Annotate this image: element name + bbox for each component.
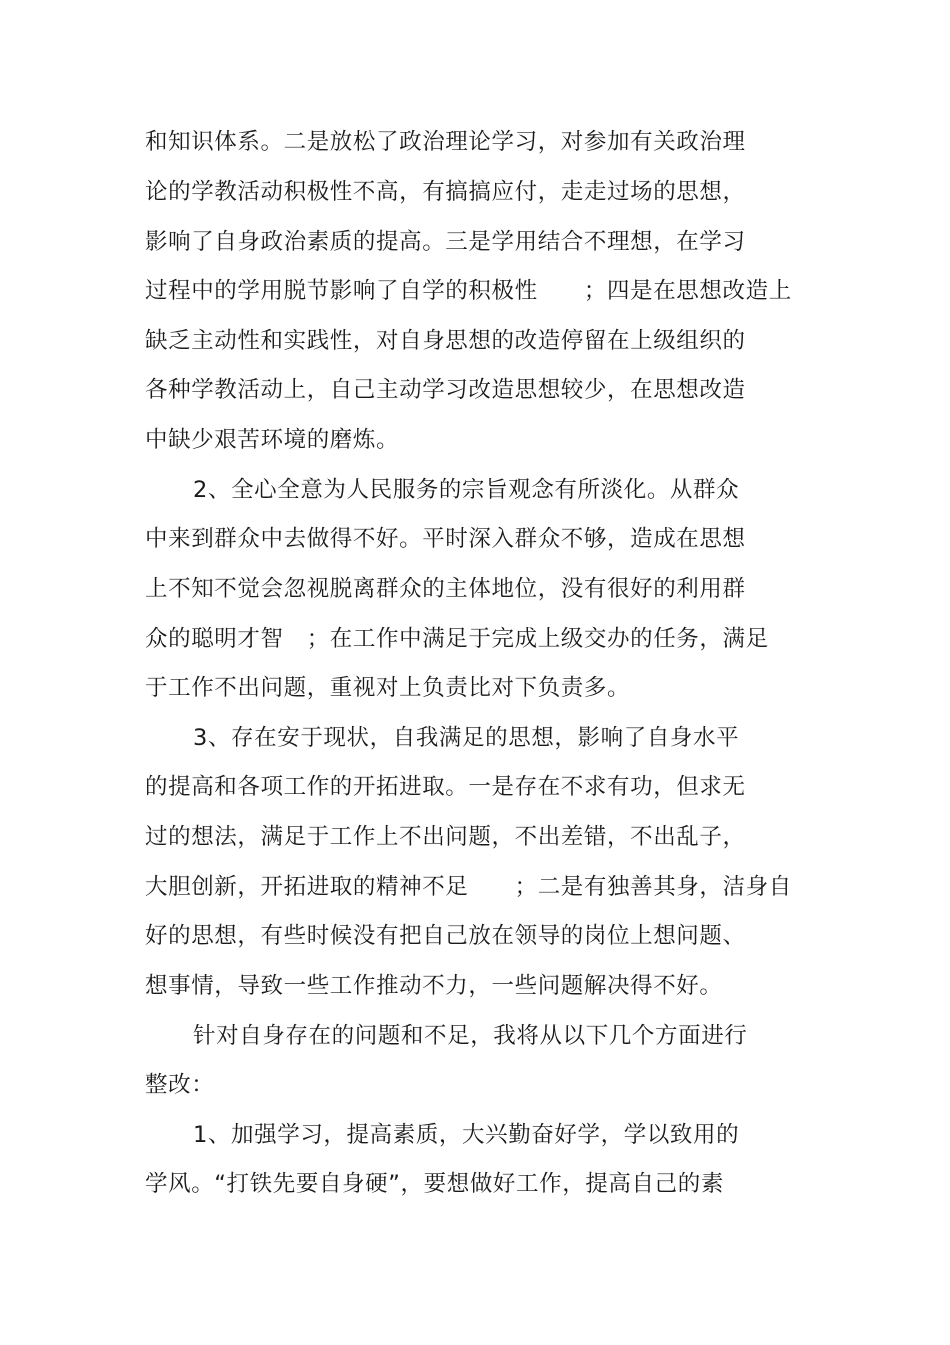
- paragraph-start-line: 3、存在安于现状，自我满足的思想，影响了自身水平: [193, 725, 740, 751]
- text-line: 好的思想，有些时候没有把自己放在领导的岗位上想问题、: [145, 923, 746, 949]
- text-line: 缺乏主动性和实践性，对自身思想的改造停留在上级组织的: [145, 328, 746, 354]
- text-line: 过程中的学用脱节影响了自学的积极性 ；四是在思想改造上: [145, 278, 792, 304]
- text-line: 于工作不出问题，重视对上负责比对下负责多。: [145, 675, 631, 701]
- paragraph-start-line: 2、全心全意为人民服务的宗旨观念有所淡化。从群众: [193, 477, 740, 503]
- paragraph-start-line: 针对自身存在的问题和不足，我将从以下几个方面进行: [193, 1023, 748, 1049]
- text-line: 学风。“打铁先要自身硬”，要想做好工作，提高自己的素: [145, 1171, 724, 1197]
- text-line: 大胆创新，开拓进取的精神不足 ；二是有独善其身，洁身自: [145, 874, 792, 900]
- text-line: 各种学教活动上，自己主动学习改造思想较少，在思想改造: [145, 377, 746, 403]
- text-line: 中来到群众中去做得不好。平时深入群众不够，造成在思想: [145, 526, 746, 552]
- text-line: 整改：: [145, 1072, 215, 1098]
- text-line: 的提高和各项工作的开拓进取。一是存在不求有功，但求无: [145, 774, 746, 800]
- paragraph-start-line: 1、加强学习，提高素质，大兴勤奋好学，学以致用的: [193, 1122, 740, 1148]
- text-line: 众的聪明才智 ；在工作中满足于完成上级交办的任务，满足: [145, 626, 769, 652]
- text-line: 上不知不觉会忽视脱离群众的主体地位，没有很好的利用群: [145, 576, 746, 602]
- text-line: 和知识体系。二是放松了政治理论学习，对参加有关政治理: [145, 129, 746, 155]
- text-line: 影响了自身政治素质的提高。三是学用结合不理想，在学习: [145, 229, 746, 255]
- text-line: 论的学教活动积极性不高，有搞搞应付，走走过场的思想，: [145, 179, 746, 205]
- text-line: 过的想法，满足于工作上不出问题，不出差错，不出乱子，: [145, 824, 746, 850]
- text-line: 中缺少艰苦环境的磨炼。: [145, 427, 400, 453]
- text-line: 想事情，导致一些工作推动不力，一些问题解决得不好。: [145, 973, 723, 999]
